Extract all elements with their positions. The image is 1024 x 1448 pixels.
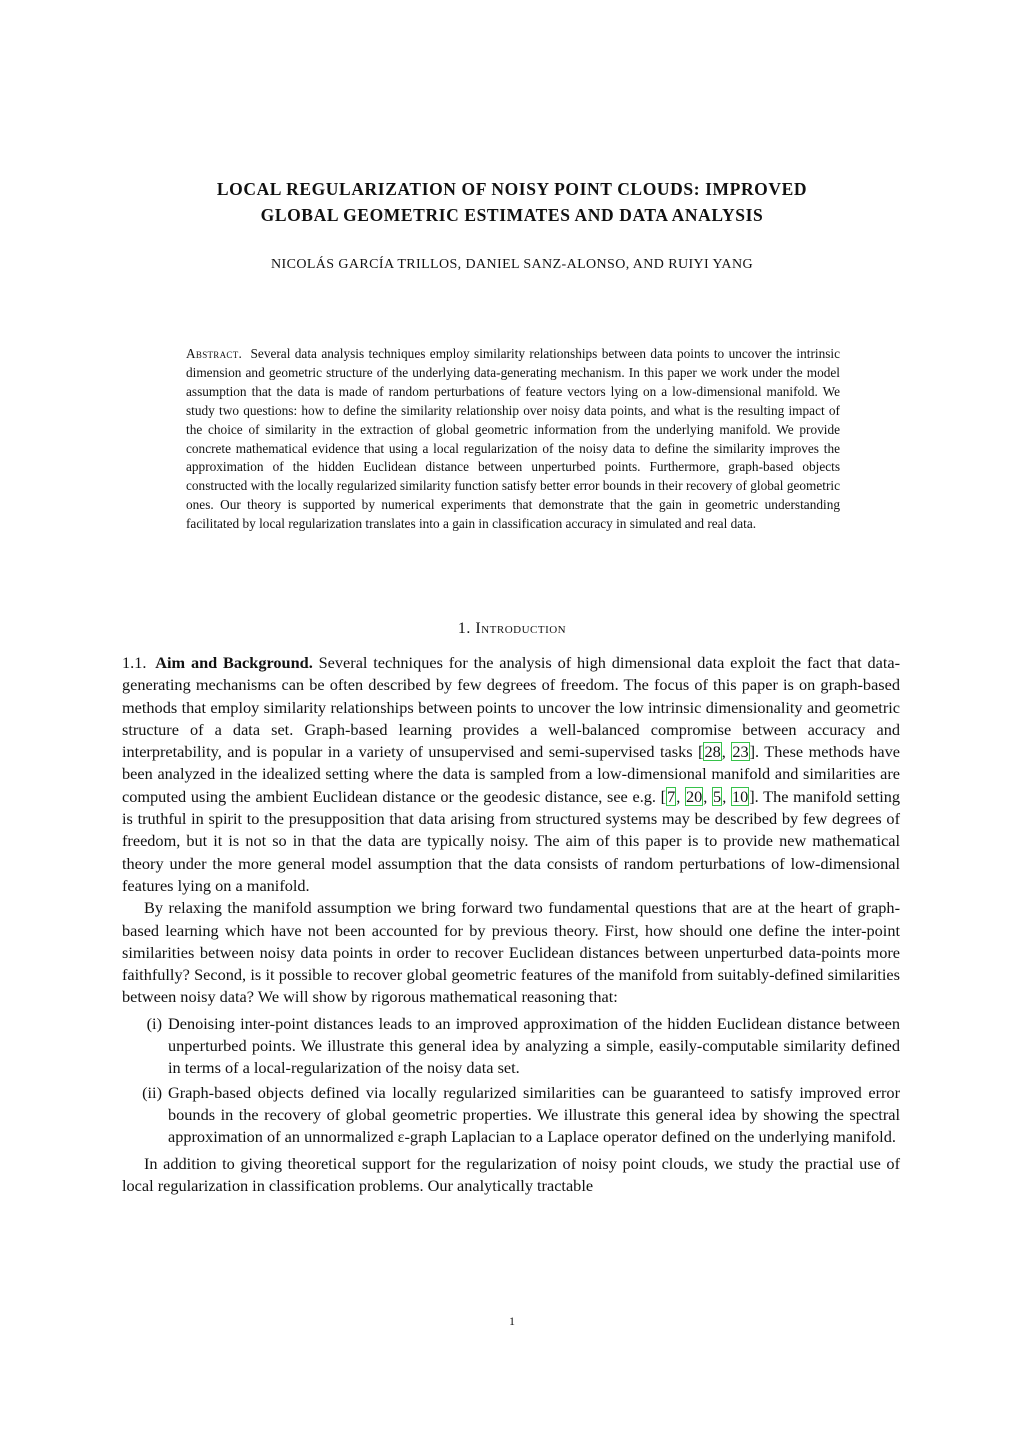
paragraph-1-part-2: ]. These methods have been analyzed in the idealized setting where the data is sampled from a low-dimensional manifold and similarities are computed using the ambient Euclidean distance or the geodesic distance, see e.g. [: [122, 742, 901, 806]
subsection-number: 1.1.: [122, 653, 147, 672]
subsection-title: Aim and Background.: [155, 653, 313, 672]
citation-link[interactable]: 20: [686, 786, 703, 806]
citation-link[interactable]: 23: [732, 742, 749, 762]
section-title: Introduction: [475, 620, 567, 637]
citation-link[interactable]: 10: [731, 786, 749, 806]
paragraph-1-part-1: Several techniques for the analysis of high dimensional data exploit the fact that data-generating mechanisms can be often described by few degrees of freedom. The focus of this paper is on graph-based methods that employ similarity relationships between points to uncover the low intrinsic dimensionality and geometric structure of a data set. Graph-based learning provides a well-balanced compromise between accuracy and interpretability, and is popular in a variety of unsupervised and semi-supervised tasks [: [122, 653, 900, 762]
abstract: [186, 345, 840, 534]
body-text: [122, 652, 900, 1197]
abstract-label: Abstract.: [186, 346, 243, 361]
citation-link[interactable]: 5: [713, 786, 722, 806]
list-item: [122, 1013, 900, 1080]
section-heading: [120, 620, 904, 638]
list-item-text: Denoising inter-point distances leads to an improved approximation of the hidden Euclidean distance between unperturbed points. We illustrate this general idea by analyzing a simple, easily-computable similarity defined in terms of a local-regularization of the noisy data set.: [168, 1013, 900, 1078]
title-line-2: GLOBAL GEOMETRIC ESTIMATES AND DATA ANALYSIS: [260, 205, 764, 225]
enumerated-list: [122, 1013, 900, 1149]
paragraph-1-part-3: ]. The manifold setting is truthful in spirit to the presupposition that data arising from structured systems may be described by few degrees of freedom, but it is not so in that the data are typically noisy. The aim of this paper is to provide new mathematical theory under the more general model assumption that the data consists of random perturbations of low-dimensional features lying on a manifold.: [122, 786, 901, 895]
list-item-text: Graph-based objects defined via locally regularized similarities can be guaranteed to satisfy improved error bounds in the recovery of global geometric properties. We illustrate this general idea by showing the spectral approximation of an unnormalized ε-graph Laplacian to a Laplace operator defined on the underlying manifold.: [168, 1082, 900, 1147]
author-list: NICOLÁS GARCÍA TRILLOS, DANIEL SANZ-ALONSO, AND RUIYI YANG: [271, 257, 753, 272]
list-marker: (ii): [142, 1082, 162, 1102]
abstract-text: Several data analysis techniques employ similarity relationships between data points to uncover the intrinsic dimension and geometric structure of the underlying data-generating mechanism. In this paper we work under the model assumption that the data is made of random perturbations of feature vectors lying on a low-dimensional manifold. We study two questions: how to define the similarity relationship over noisy data points, and what is the resulting impact of the choice of similarity in the extraction of global geometric information from the underlying manifold. We provide concrete mathematical evidence that using a local regularization of the noisy data to define the similarity improves the approximation of the hidden Euclidean distance between unperturbed points. Furthermore, graph-based objects constructed with the locally regularized similarity function satisfy better error bounds in their recovery of global geometric ones. Our theory is supported by numerical experiments that demonstrate that the gain in geometric understanding facilitated by local regularization translates into a gain in classification accuracy in simulated and real data.: [186, 346, 840, 532]
paragraph-2: By relaxing the manifold assumption we bring forward two fundamental questions that are at the heart of graph-based learning which have not been accounted for by previous theory. First, how should one define the inter-point similarities between noisy data points in order to recover Euclidean distances between unperturbed data-points more faithfully? Second, is it possible to recover global geometric features of the manifold from suitably-defined similarities between noisy data? We will show by rigorous mathematical reasoning that:: [122, 898, 900, 1007]
citation-link[interactable]: 7: [667, 786, 676, 806]
section-number: 1.: [457, 620, 471, 637]
list-item: [122, 1082, 900, 1149]
paragraph-1: 1.1. Aim and Background. Several techniques for the analysis of high dimensional data exploit the fact that data-generating mechanisms can be often described by few degrees of freedom. The focus of this paper is on graph-based methods that employ similarity relationships between points to uncover the low intrinsic dimensionality and geometric structure of a data set. Graph-based learning provides a well-balanced compromise between accuracy and interpretability, and is popular in a variety of unsupervised and semi-supervised tasks [28, 23]. These methods have been analyzed in the idealized setting where the data is sampled from a low-dimensional manifold and similarities are computed using the ambient Euclidean distance or the geodesic distance, see e.g. [7, 20, 5, 10]. The manifold setting is truthful in spirit to the presupposition that data arising from structured systems may be described by few degrees of freedom, but it is not so in that the data are typically noisy. The aim of this paper is to provide new mathematical theory under the more general model assumption that the data consists of random perturbations of low-dimensional features lying on a manifold.: [122, 653, 901, 895]
paragraph-3: In addition to giving theoretical support for the regularization of noisy point clouds, we study the practial use of local regularization in classification problems. Our analytically tractable: [122, 1153, 900, 1195]
page-number: 1: [509, 1314, 515, 1328]
list-marker: (i): [146, 1013, 162, 1033]
paper-title: [120, 176, 904, 228]
citation-link[interactable]: 28: [704, 742, 721, 762]
title-line-1: LOCAL REGULARIZATION OF NOISY POINT CLOUDS: IMPROVED: [216, 179, 808, 199]
